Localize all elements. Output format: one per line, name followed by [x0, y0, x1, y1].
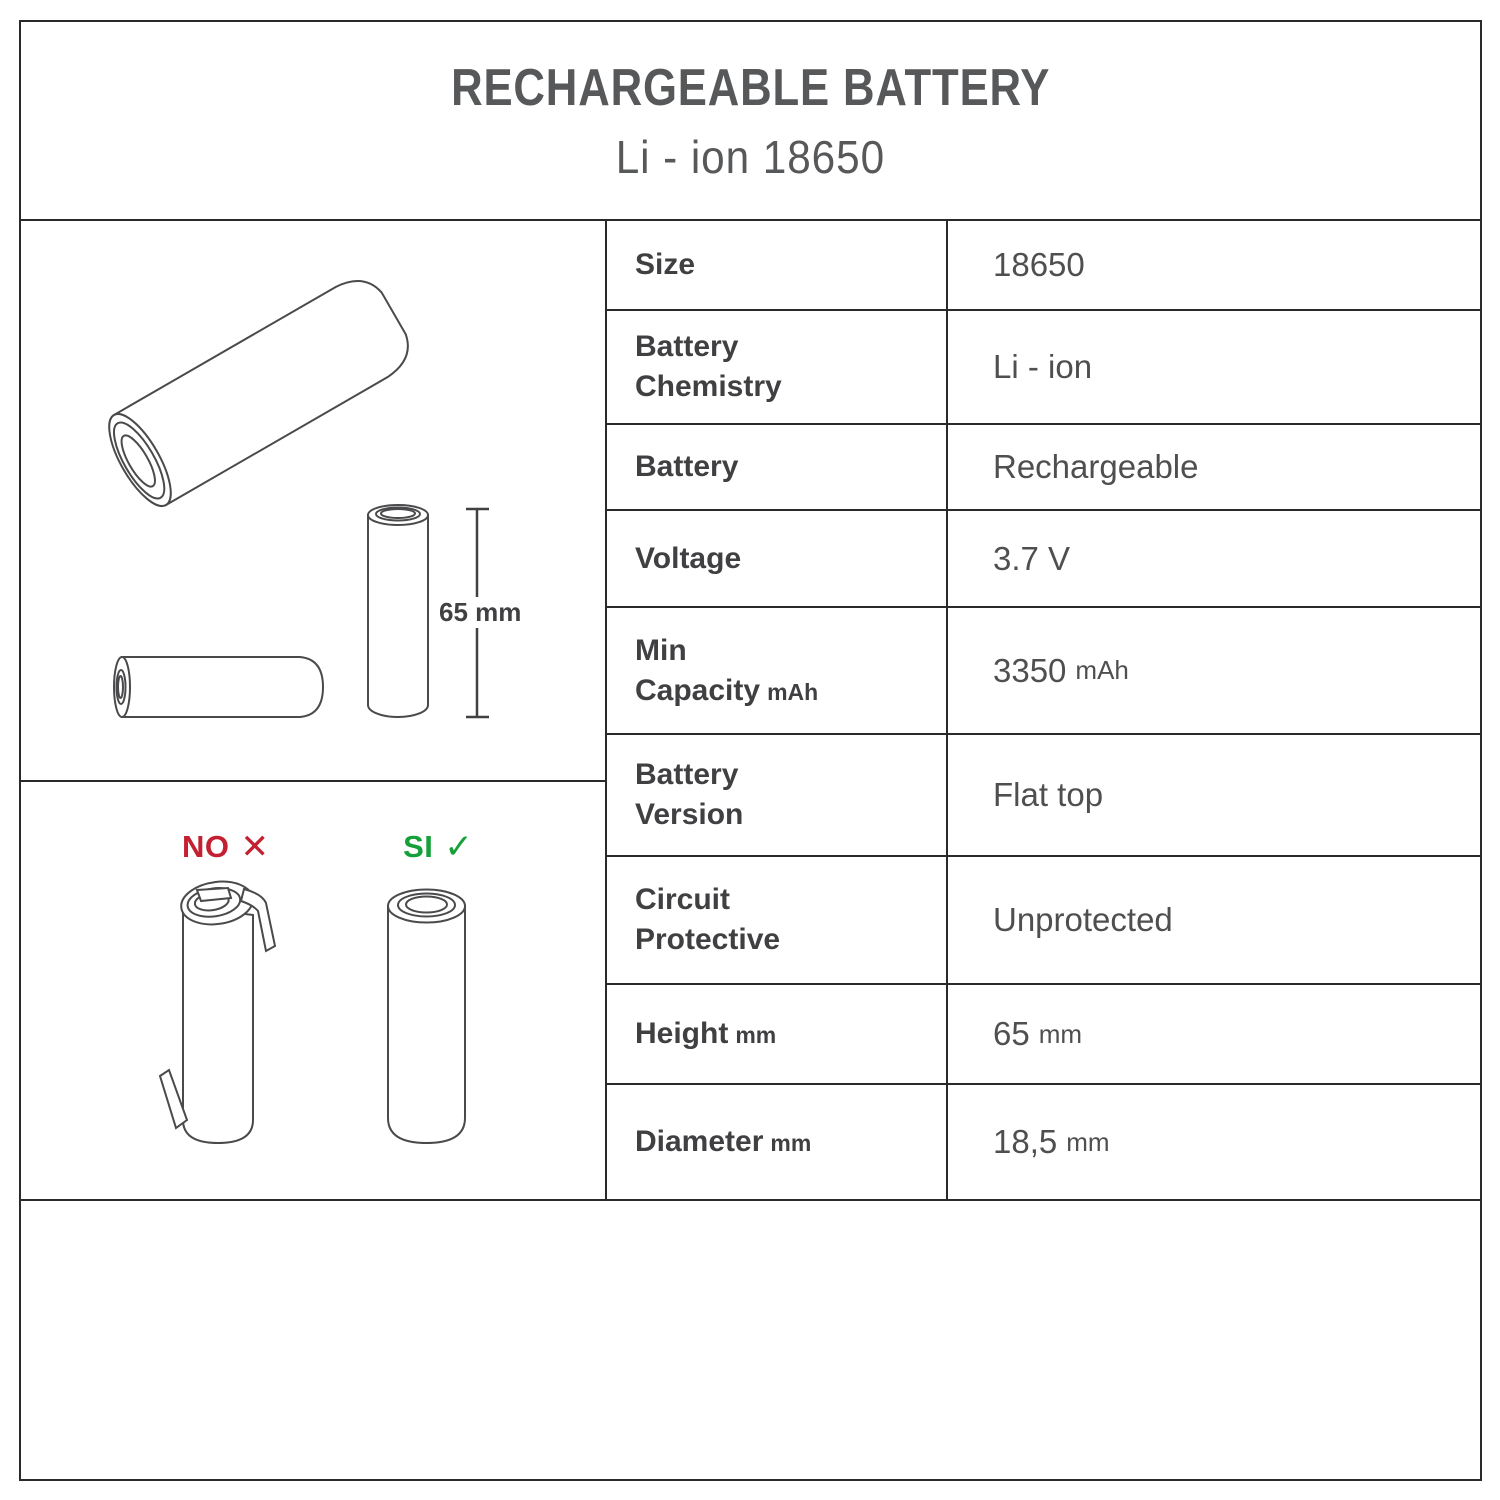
battery-plain-drawing: [388, 890, 465, 1144]
table-row: [607, 985, 1482, 1085]
check-icon: ✓: [444, 827, 473, 867]
row-value-cell: 18,5 mm: [993, 1123, 1110, 1160]
no-label: NO: [182, 829, 230, 864]
row-label-cell: Battery: [635, 450, 739, 484]
spec-table: [607, 221, 1482, 1199]
battery-horizontal-drawing: [114, 657, 323, 717]
page-title: RECHARGEABLE BATTERY: [450, 58, 1051, 117]
si-label: SI: [403, 829, 434, 864]
cross-icon: ✕: [240, 827, 269, 867]
dimension-label: 65 mm: [434, 597, 526, 628]
no-label-group: [168, 829, 283, 865]
row-label-cell: Voltage: [635, 541, 742, 575]
table-row: [607, 221, 1482, 311]
row-label-cell: Battery Version: [635, 758, 744, 831]
row-label-cell: Battery Chemistry: [635, 330, 782, 403]
row-label-cell: Circuit Protective: [635, 883, 781, 956]
divider-bottom: [19, 1199, 1482, 1201]
row-value-cell: Li - ion: [993, 348, 1093, 385]
row-value-cell: 65 mm: [993, 1015, 1083, 1052]
row-value-cell: 3.7 V: [993, 539, 1071, 577]
table-row: [607, 425, 1482, 511]
row-label-cell: Size: [635, 248, 696, 282]
tab-comparison-panel: [19, 782, 607, 1199]
table-row: [607, 857, 1482, 985]
row-label-cell: Height mm: [635, 1017, 777, 1051]
table-row: [607, 735, 1482, 857]
row-label-cell: Diameter mm: [635, 1125, 812, 1159]
row-value-cell: Unprotected: [993, 901, 1173, 938]
table-row: [607, 608, 1482, 735]
row-value-cell: 18650: [993, 246, 1085, 283]
battery-diagonal-drawing: [98, 268, 420, 514]
row-value-cell: Flat top: [993, 776, 1104, 813]
table-row: [607, 311, 1482, 425]
battery-vertical-drawing: [368, 505, 428, 717]
battery-with-tabs-drawing: [160, 877, 275, 1143]
table-row: [607, 1085, 1482, 1199]
row-label-cell: Min Capacity mAh: [635, 633, 819, 707]
battery-drawings-panel: [19, 221, 607, 780]
table-row: [607, 511, 1482, 608]
header: [19, 22, 1482, 219]
page-subtitle: Li - ion 18650: [615, 130, 886, 183]
si-label-group: [383, 829, 493, 865]
row-value-cell: Rechargeable: [993, 448, 1199, 485]
row-value-cell: 3350 mAh: [993, 651, 1129, 689]
